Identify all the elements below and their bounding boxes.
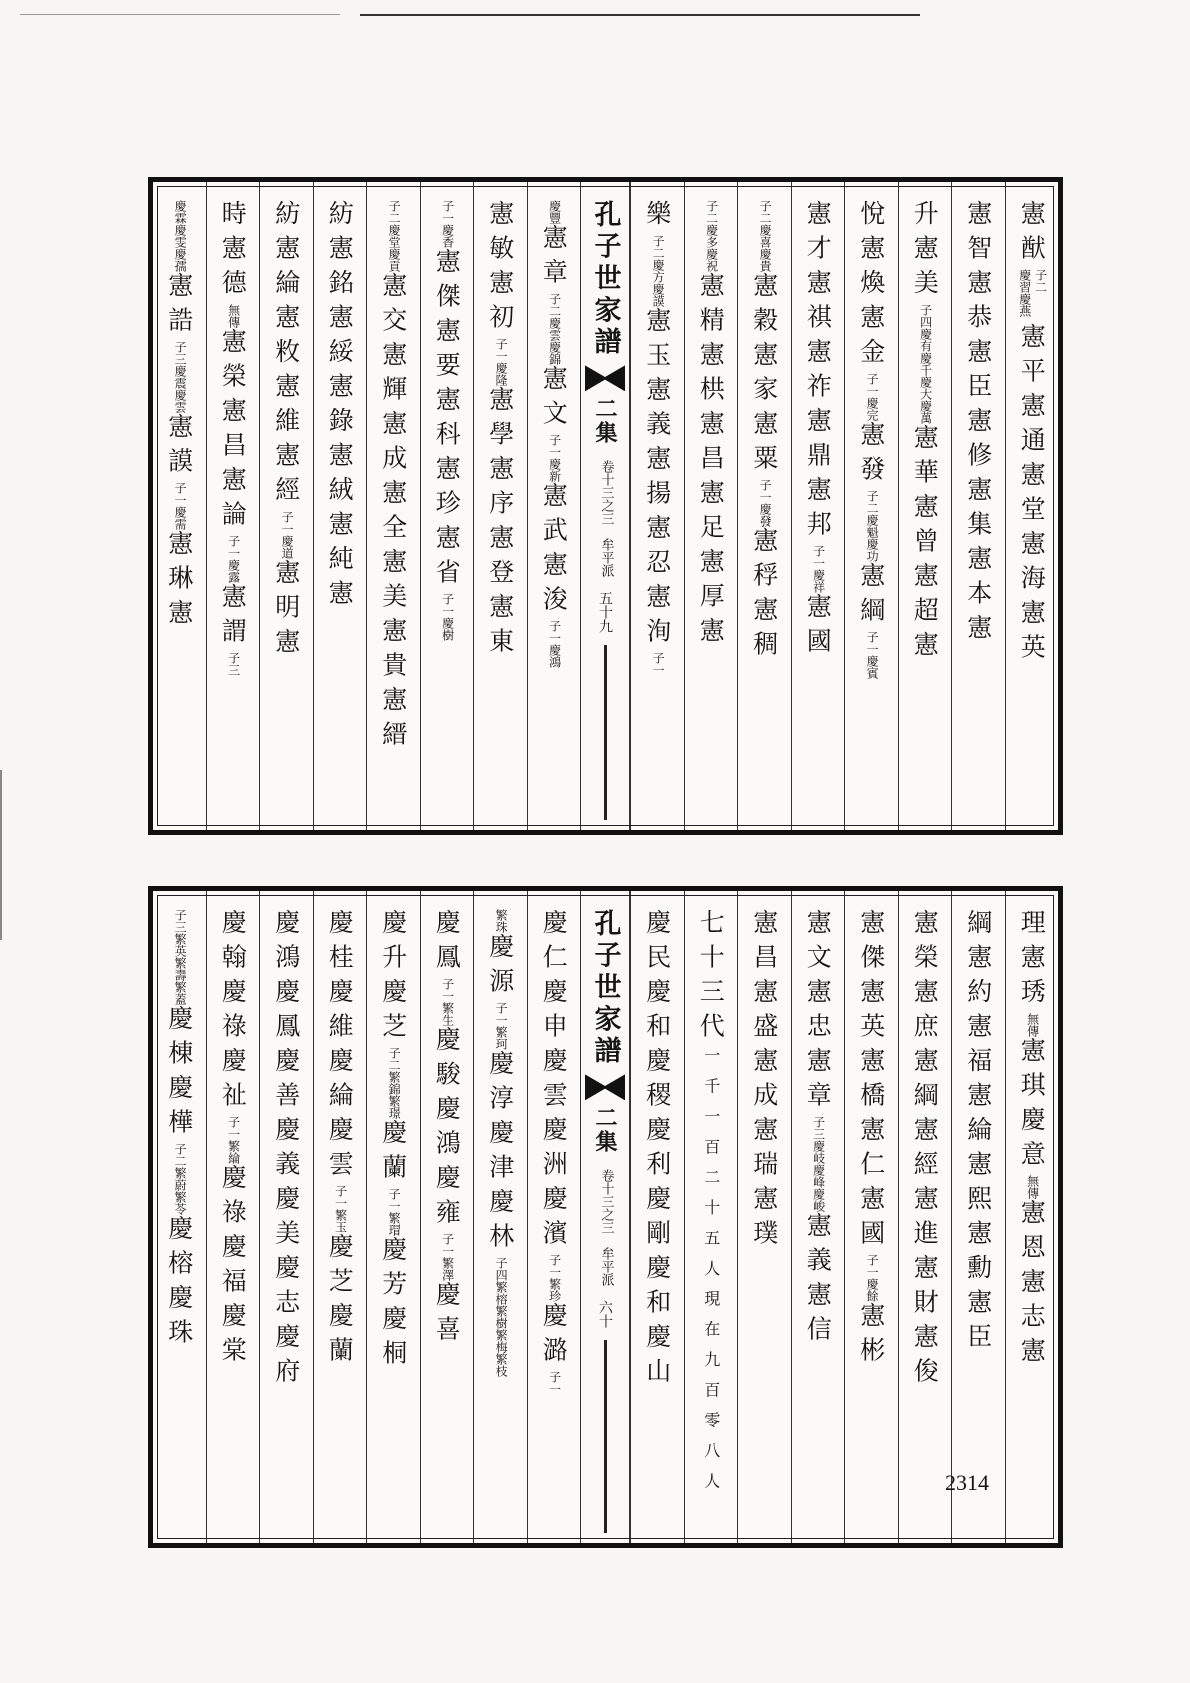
column-1: 憲猷 子二 慶習慶燕 憲平憲通憲堂憲海憲英 — [1005, 182, 1059, 830]
column-13: 紡憲銘憲綏憲錄憲絨憲純憲 — [313, 182, 367, 830]
column-5: 憲文憲忠憲章 子三慶岐慶峰慶峻 憲義憲信 — [791, 891, 845, 1543]
scan-edge-mark — [0, 770, 2, 940]
page-number: 2314 — [945, 1470, 989, 1495]
volume-label: 二集 — [592, 1106, 618, 1155]
column-3: 升憲美 子四慶有慶千慶大慶萬 憲華憲曾憲超憲 — [898, 182, 952, 830]
column-14: 慶鴻慶鳳慶善慶義慶美慶志慶府 — [259, 891, 313, 1543]
column-11: 慶鳳 子一繁生 慶駿慶鴻慶雍 子一繁澤 慶喜 — [420, 891, 474, 1543]
gutter-bottom — [580, 891, 630, 1543]
column-8: 樂 子二慶方慶謨 憲玉憲義憲揚憲忍憲洵 子一 — [630, 182, 684, 830]
column-2: 憲智憲恭憲臣憲修憲集憲本憲 — [951, 182, 1005, 830]
gutter-bar — [604, 645, 607, 820]
column-10: 憲敏憲初 子一慶隆 憲學憲序憲登憲東 — [473, 182, 527, 830]
column-generation-count: 七十三代 一千一百二十五人 現在九百零八人 — [684, 891, 738, 1543]
section-label: 卷十三之三 牟平派 — [598, 1168, 614, 1286]
gutter-bar — [604, 1340, 607, 1533]
column-9: 慶豐 憲章 子二慶雲慶錦 憲文 子一慶新 憲武憲浚 子一慶鴻 — [527, 182, 581, 830]
gutter-top — [580, 182, 630, 830]
column-14: 紡憲綸憲敉憲維憲經 子一慶道 憲明憲 — [259, 182, 313, 830]
column-15: 時憲德 無傳 憲榮憲昌憲論 子一慶露 憲謂 子三 — [206, 182, 260, 830]
folio-number: 五十九 — [597, 590, 614, 633]
section-label: 卷十三之三 牟平派 — [598, 459, 614, 577]
scan-top-rule — [360, 14, 920, 16]
fish-tail-mark — [585, 365, 625, 391]
column-1: 理憲琇 無傳 憲琪慶意 無傳 憲恩憲志憲 — [1005, 891, 1059, 1543]
column-4: 悅憲煥憲金 子一慶完 憲發 子二慶魁慶功 憲綱 子一慶賓 — [844, 182, 898, 830]
column-10: 繁珠 慶源 子一繁珂 慶淳慶津慶林 子四繁榕繁樹繁梅繁枝 — [473, 891, 527, 1543]
column-7: 子二慶多慶祝 憲精憲栱憲昌憲足憲厚憲 — [684, 182, 738, 830]
column-4: 憲傑憲英憲橋憲仁憲國 子一慶餘 憲彬 — [844, 891, 898, 1543]
column-5: 憲才憲祺憲祚憲鼎憲邦 子一慶祥 憲國 — [791, 182, 845, 830]
fish-tail-mark — [585, 1074, 625, 1100]
column-6: 憲昌憲盛憲成憲瑞憲璞 — [737, 891, 791, 1543]
column-13: 慶桂慶維慶綸慶雲 子一繁玉 慶芝慶蘭 — [313, 891, 367, 1543]
column-12: 慶升慶芝 子二繁錦繁璟 慶蘭 子一繁瑁 慶芳慶桐 — [366, 891, 420, 1543]
column-3: 憲榮憲庶憲綱憲經憲進憲財憲俊 — [898, 891, 952, 1543]
column-11: 子一慶香 憲傑憲要憲科憲珍憲省 子一慶樹 — [420, 182, 474, 830]
book-title: 孔子世家譜 — [589, 200, 621, 360]
column-12: 子二慶堂慶貢 憲交憲輝憲成憲全憲美憲貴憲縉 — [366, 182, 420, 830]
genealogy-page-bottom — [148, 886, 1063, 1548]
volume-label: 二集 — [592, 397, 618, 446]
genealogy-page-top — [148, 177, 1063, 835]
column-16: 慶霖慶雯慶孺 憲誥 子三慶震慶雲 憲謨 子一慶需 憲琳憲 — [164, 200, 194, 634]
column-16: 子三繁英繁壽繁蓋 慶棟慶樺 子二繁蔚繁苓 慶榕慶珠 — [164, 909, 194, 1353]
folio-number: 六十 — [597, 1299, 614, 1328]
column-6: 子二慶喜慶貴 憲穀憲家憲粟 子一慶發 憲稃憲稠 — [737, 182, 791, 830]
column-8: 慶民慶和慶稷慶利慶剛慶和慶山 — [630, 891, 684, 1543]
column-9: 慶仁慶申慶雲慶洲慶濱 子一繁珍 慶潞 子一 — [527, 891, 581, 1543]
book-title: 孔子世家譜 — [589, 909, 621, 1069]
column-15: 慶翰慶祿慶祉 子一繁綸 慶祿慶福慶棠 — [206, 891, 260, 1543]
column-2: 綱憲約憲福憲綸憲熙憲勳憲臣 — [951, 891, 1005, 1543]
